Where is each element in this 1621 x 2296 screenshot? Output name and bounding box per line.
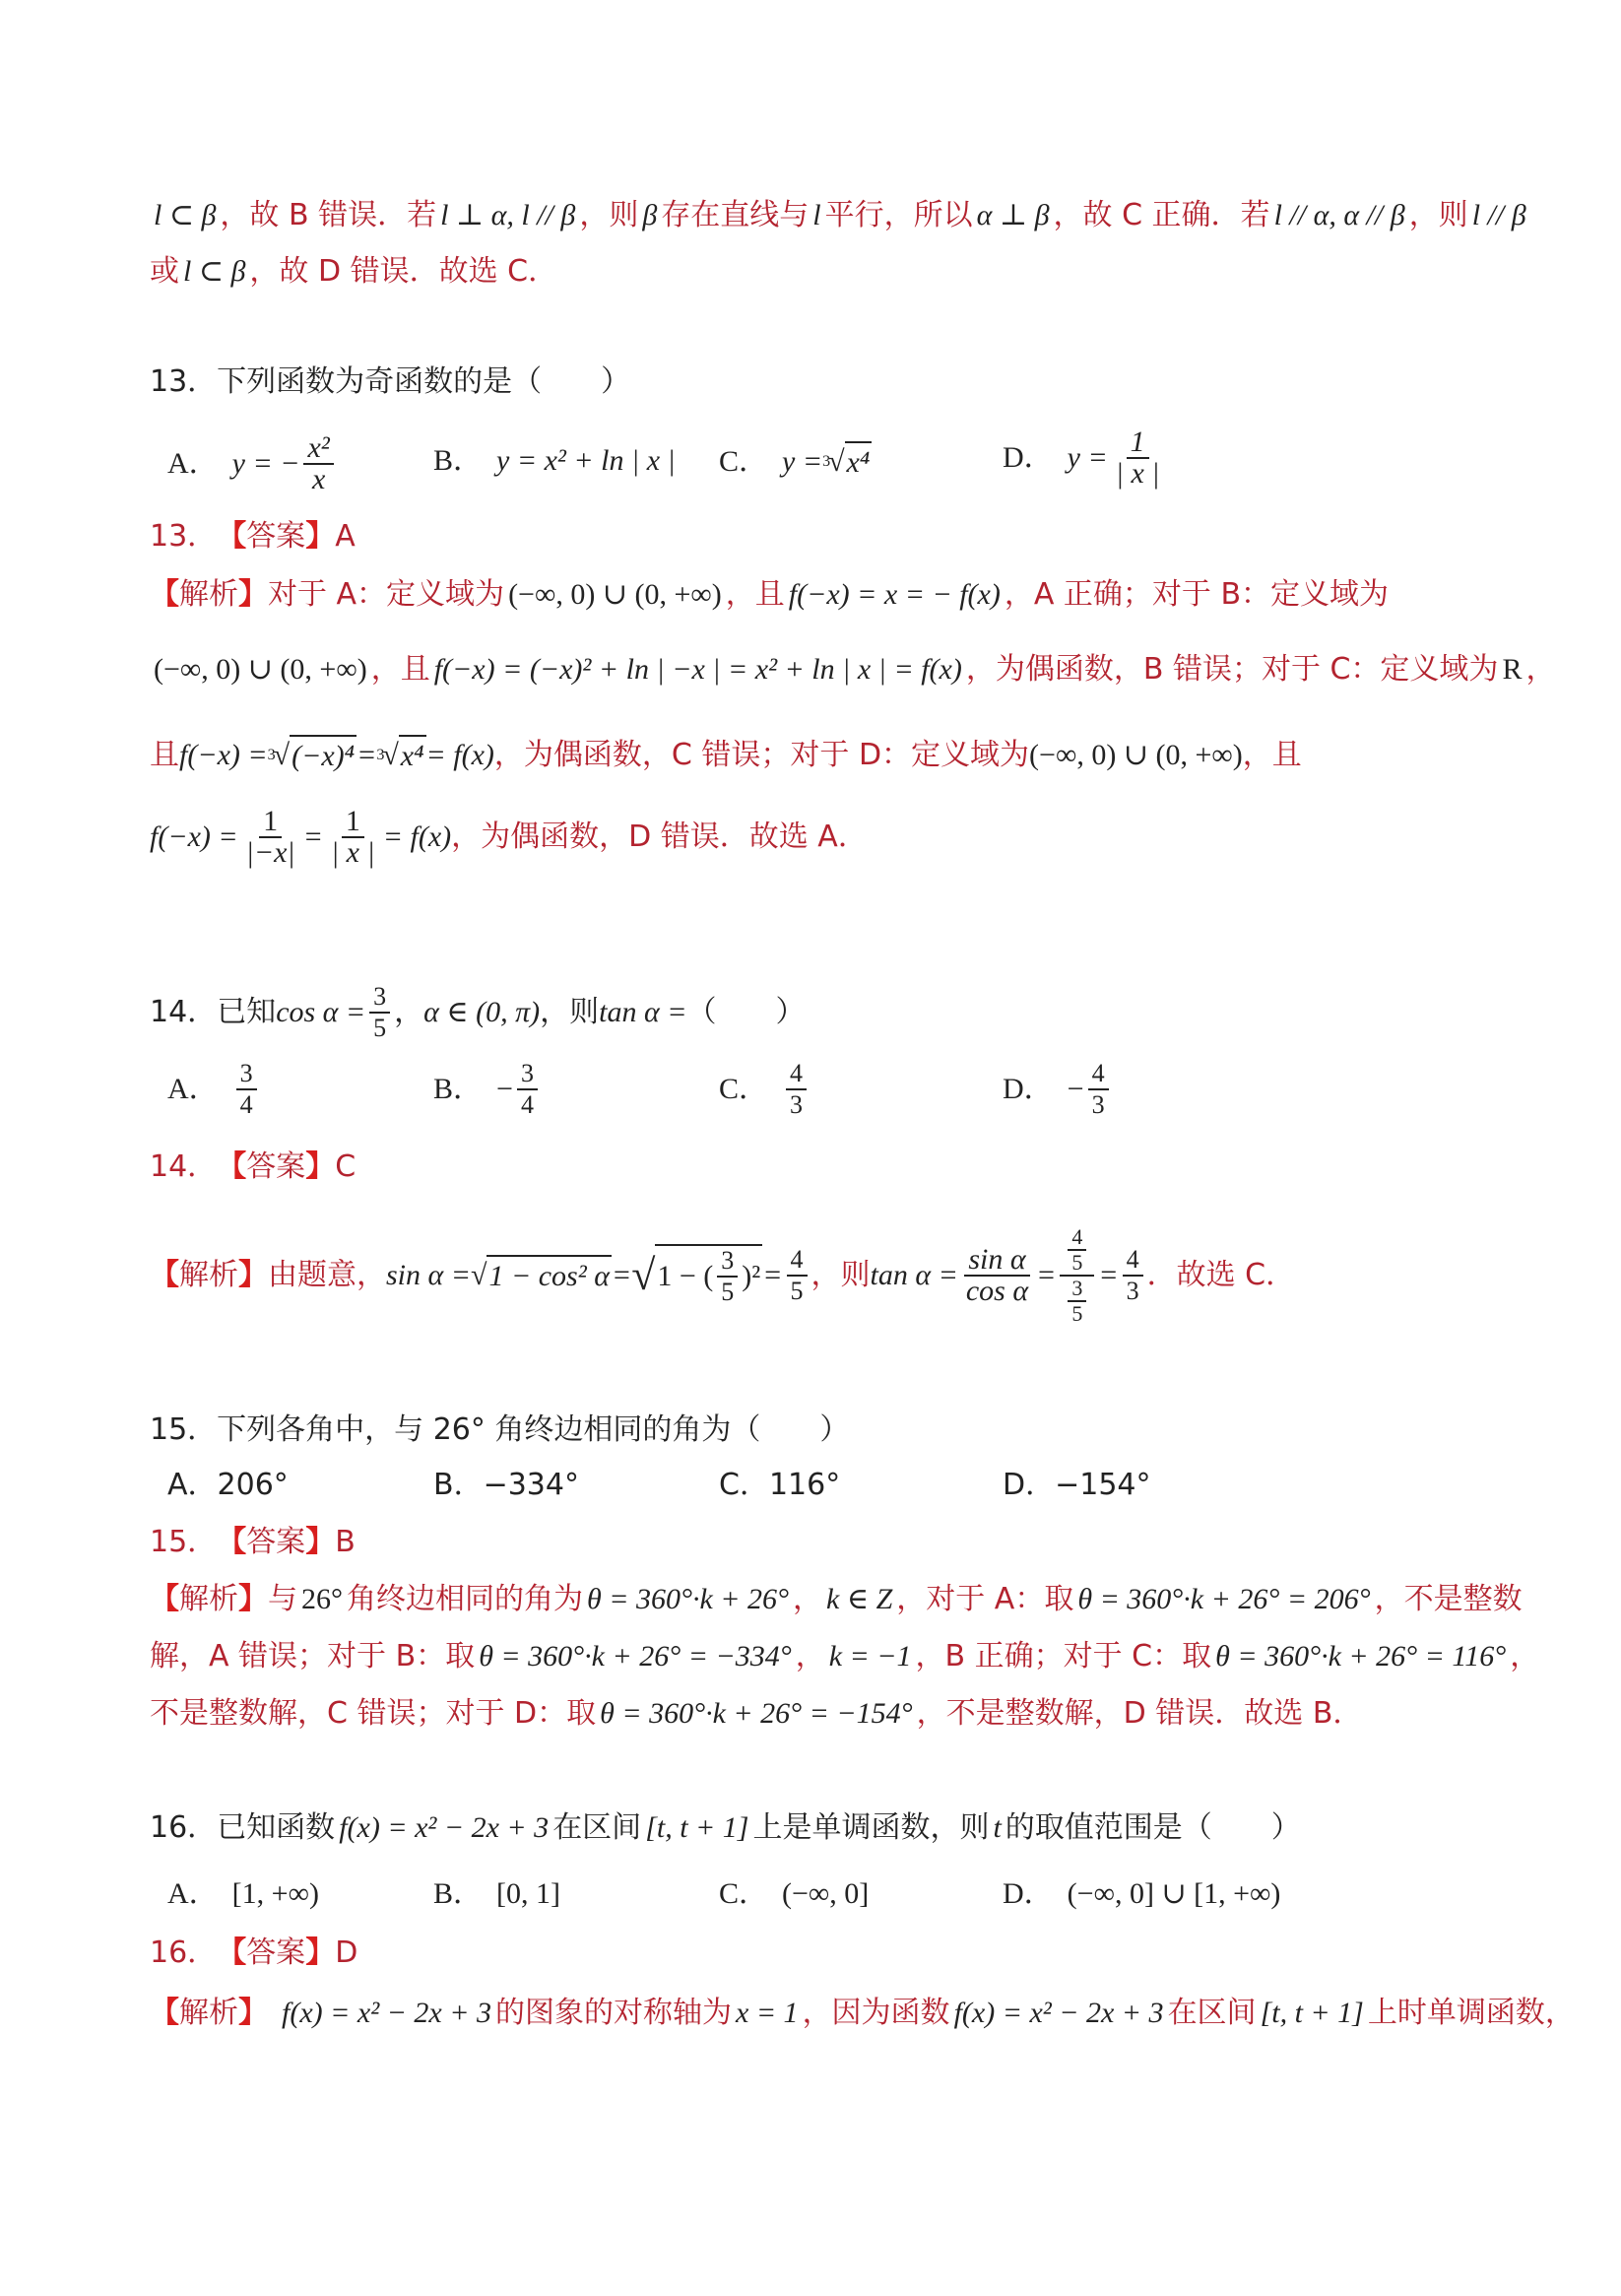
answer-number: 16． [150,1935,218,1970]
option-label: D． [1003,441,1054,474]
q14-option-c [719,1059,810,1120]
q15-stem: 15．下列各角中，与 26° 角终边相同的角为（ ） [150,1412,850,1447]
math-segment: α ⊥ β [976,199,1050,231]
bracket-open: 【 [217,519,247,554]
option-label: A． [167,1073,219,1105]
fraction [1068,1277,1086,1326]
fraction [787,1245,808,1306]
option-label: D． [1003,1877,1054,1910]
math: tan α = [599,996,687,1028]
text-segment: ， [793,1582,823,1616]
math: = [1098,1259,1119,1291]
text: ．故选 C． [1146,1258,1296,1292]
q15-analysis-line-1 [150,1580,1523,1619]
text: ，为偶函数，C 错误；对于 D：定义域为 [493,738,1030,772]
q14-analysis [150,1207,1295,1345]
fraction [242,807,299,868]
fraction [1068,1225,1086,1275]
denominator: 5 [1071,1301,1083,1326]
math-segment: [t, t + 1] [645,1811,749,1844]
text-segment: ，且 [725,577,785,612]
denominator: | x | [1115,457,1160,490]
math-segment: (−∞, 0) ∪ (0, +∞) [154,653,367,686]
numerator: 4 [787,1245,808,1277]
math: (−∞, 0) ∪ (0, +∞) [1029,739,1243,771]
numerator [1060,1225,1094,1277]
sign: − [1067,1073,1084,1105]
math-segment: f(x) = x² − 2x + 3 [282,1997,491,2029]
text-segment: ， [1510,1639,1540,1673]
root-index: 3 [267,747,276,763]
text-segment: 与 [268,1582,297,1616]
math: = [1036,1259,1057,1291]
math-segment: l [812,199,821,231]
q14-option-a [167,1059,261,1120]
denominator: 5 [721,1278,735,1306]
numerator: sin α [964,1245,1029,1277]
numerator: 3 [717,1246,738,1278]
option-label: B． [433,1877,484,1910]
text-segment: 上时单调函数， [1367,1996,1575,2030]
math-segment: l ⊥ α, l // β [440,199,576,231]
text-segment: 的图象的对称轴为 [495,1996,732,2030]
fraction [517,1059,538,1120]
q13-analysis-line-1 [150,575,1389,615]
option-expr: [0, 1] [496,1877,560,1910]
text-segment: 上是单调函数，则 [752,1810,990,1845]
fraction [327,807,379,868]
bracket-close: 】 [305,1525,336,1559]
math-segment: l // β [1471,199,1526,231]
math-segment: l // α, α // β [1273,199,1405,231]
q15-analysis-line-2 [150,1637,1539,1676]
q14-stem [150,973,805,1052]
prev-analysis-line-2 [150,252,557,292]
q15-analysis-line-3 [150,1694,1362,1734]
option-label: C． [719,1073,769,1105]
numerator: 3 [369,982,390,1014]
math: = [611,1259,632,1291]
fraction [717,1246,738,1307]
answer-number: 15． [150,1525,218,1559]
complex-fraction [1060,1225,1094,1326]
math-segment: f(x) = x² − 2x + 3 [339,1811,550,1844]
q16-option-c [719,1874,869,1914]
text-segment: 不是整数解，C 错误；对于 D：取 [150,1696,597,1731]
math: α ∈ (0, π) [423,996,541,1028]
radicand: x⁴ [399,735,426,776]
math: f(−x) = [179,739,268,771]
math: = f(x) [425,739,494,771]
math-segment: x = 1 [736,1997,799,2029]
fraction [236,1059,257,1120]
denominator: 5 [373,1014,387,1042]
q16-option-a [167,1874,319,1914]
bracket-open: 【 [150,1258,179,1292]
option-expr: y = [782,445,823,478]
math-segment: 26° [301,1583,343,1615]
text-segment: ，且 [370,652,430,687]
option-label: A． [167,447,219,480]
bracket-close: 】 [305,1935,336,1970]
math: sin α = [386,1259,472,1291]
option-label: A． [167,1877,219,1910]
option-expr: (−∞, 0] [782,1877,870,1910]
text-segment: 对于 A：定义域为 [268,577,505,612]
text-segment: 16．已知函数 [150,1810,336,1845]
math-segment: β [642,199,658,231]
bracket-open: 【 [217,1149,247,1184]
q13-analysis-line-2 [150,650,1555,689]
q13-analysis-line-4 [150,798,868,877]
q15-option-a: A．206° [167,1468,289,1502]
fraction [1088,1059,1109,1120]
q13-option-a [167,433,338,494]
text: 14．已知 [150,995,277,1029]
denominator: 3 [1126,1277,1139,1305]
numerator: 4 [1123,1245,1143,1277]
radical-icon: √ [631,1251,656,1299]
bracket-close: 】 [238,577,268,612]
numerator: 4 [1088,1059,1109,1090]
option-label: B． [433,444,484,477]
text: ， [394,995,424,1029]
option-label: D． [1003,1073,1054,1105]
text-segment: 的取值范围是（ ） [1005,1810,1301,1845]
sign: − [496,1073,513,1105]
math: tan α = [870,1259,958,1291]
math-segment: θ = 360°·k + 26° = −154° [600,1697,913,1730]
analysis-label: 解析 [179,1996,238,2030]
numerator: 3 [1068,1277,1086,1302]
bracket-open: 【 [150,1996,179,2030]
denominator: 4 [520,1090,534,1119]
bracket-close: 】 [305,519,336,554]
numerator: 1 [1127,427,1149,459]
radicand [655,1244,762,1307]
text-segment: ，因为函数 [802,1996,950,2030]
option-expr: y = [1067,441,1108,474]
analysis-label: 解析 [179,1258,238,1292]
q15-option-c: C．116° [719,1468,841,1502]
text-segment: 角终边相同的角为 [347,1582,583,1616]
text-segment: 在区间 [552,1810,642,1845]
bracket-close: 】 [238,1582,268,1616]
bracket-open: 【 [150,1582,179,1616]
text-segment: ，A 正确；对于 B：定义域为 [1004,577,1390,612]
numerator: 3 [517,1059,538,1090]
q16-answer [150,1934,357,1973]
radical-icon: √ [273,739,291,771]
bracket-close: 】 [305,1149,336,1184]
text-segment: ，则 [579,198,639,232]
q13-stem: 13．下列函数为奇函数的是（ ） [150,364,631,399]
denominator: 4 [239,1090,253,1119]
math-segment: f(x) = x² − 2x + 3 [953,1997,1164,2029]
text-segment: ，为偶函数，B 错误；对于 C：定义域为 [965,652,1499,687]
denominator: 5 [1071,1250,1083,1275]
numerator: 1 [342,807,364,838]
math: = [302,820,323,853]
text-segment: ， [1525,652,1556,687]
option-label: C． [719,1877,769,1910]
fraction [786,1059,807,1120]
numerator: x² [303,433,333,465]
text: ，则 [540,995,600,1029]
numerator: 3 [236,1059,257,1090]
answer-number: 13． [150,519,218,554]
denominator [1060,1277,1094,1326]
text-segment: 解，A 错误；对于 B：取 [150,1639,476,1673]
text-segment: ，对于 A：取 [896,1582,1074,1616]
answer-number: 14． [150,1149,218,1184]
text-segment: 存在直线与 [661,198,810,232]
math-segment: θ = 360°·k + 26° = 206° [1077,1583,1371,1615]
q15-option-b: B．−334° [433,1468,579,1502]
answer-label: 答案 [246,519,306,554]
text-segment: ，故 B 错误．若 [220,198,437,232]
prev-analysis-line-1 [150,196,1530,235]
radicand: (−x)⁴ [290,735,357,776]
fraction [303,433,333,494]
denominator: 5 [790,1277,804,1305]
q13-option-d [1003,427,1168,489]
q16-option-b [433,1874,560,1914]
math-segment: (−∞, 0) ∪ (0, +∞) [508,578,722,611]
math-segment: θ = 360°·k + 26° = −334° [479,1640,792,1673]
bracket-close: 】 [238,1258,268,1292]
q15-option-d: D．−154° [1003,1468,1151,1502]
denominator: | x | [330,836,375,869]
text: ，且 [1242,738,1302,772]
denominator: |−x| [245,836,295,869]
answer-value: B [335,1525,356,1559]
numerator: 1 [259,807,282,838]
analysis-text [278,1994,1575,2033]
bracket-open: 【 [217,1935,247,1970]
bracket-open: 【 [217,1525,247,1559]
q14-option-d [1003,1059,1113,1120]
text-segment: ， [795,1639,825,1673]
option-expr: y = − [231,447,300,480]
option-expr: [1, +∞) [231,1877,319,1910]
answer-value: A [335,519,356,554]
analysis-label: 解析 [179,577,238,612]
math: 1 − ( [657,1260,714,1292]
text: 且 [150,738,179,772]
option-label: C． [719,445,769,478]
denominator: 3 [1091,1090,1105,1119]
math-segment: t [993,1811,1002,1844]
answer-label: 答案 [246,1935,306,1970]
denominator: 3 [790,1090,804,1119]
option-label: B． [433,1073,484,1105]
text-segment: ，则 [1408,198,1468,232]
q14-option-b [433,1059,542,1120]
math-segment: k ∈ Z [826,1583,893,1615]
math: = f(x) [382,820,452,853]
text-segment: 平行，所以 [824,198,973,232]
bracket-open: 【 [150,577,179,612]
radicand: x⁴ [845,441,873,483]
text: 由题意， [268,1258,386,1292]
q16-stem [150,1808,1301,1848]
math-segment: f(−x) = (−x)² + ln | −x | = x² + ln | x | = f(x) [433,653,962,686]
fraction [369,982,390,1043]
text-segment: ，B 正确；对于 C：取 [915,1639,1212,1673]
answer-label: 答案 [246,1525,306,1559]
q14-answer [150,1148,356,1187]
q13-analysis-line-3 [150,735,1302,776]
text-segment: 在区间 [1167,1996,1257,2030]
math-segment: l ⊂ β [183,255,246,288]
math-segment: k = −1 [828,1640,912,1673]
root-index: 3 [822,453,831,470]
q16-analysis-line-1 [150,1994,1575,2033]
math: = [357,739,377,771]
bracket-close: 】 [238,1996,268,2030]
text-segment: ，故 C 正确．若 [1053,198,1270,232]
text: （ ） [686,995,806,1029]
text-segment: 或 [150,254,179,289]
q15-answer [150,1523,356,1562]
text-segment: ，故 D 错误．故选 C． [249,254,558,289]
root-index: 3 [376,747,385,763]
analysis-text [268,575,1389,615]
q16-option-d [1003,1874,1280,1914]
math-segment: f(−x) = x = − f(x) [788,578,1001,611]
radicand: 1 − cos² α [486,1255,611,1296]
fraction [962,1245,1032,1306]
text-segment: ，不是整数解，D 错误．故选 B． [916,1696,1363,1731]
answer-label: 答案 [246,1149,306,1184]
math: )² [742,1260,761,1292]
text-segment: ，不是整数 [1374,1582,1523,1616]
math: f(−x) = [150,820,238,853]
math-segment: l ⊂ β [154,199,217,231]
analysis-text [268,1580,1523,1619]
text: ，则 [810,1258,871,1292]
denominator: x [311,463,326,495]
text: ，为偶函数，D 错误．故选 A． [451,820,868,854]
numerator: 4 [1068,1225,1086,1251]
math-segment: θ = 360°·k + 26° = 116° [1215,1640,1507,1673]
denominator: cos α [965,1275,1029,1307]
option-expr: (−∞, 0] ∪ [1, +∞) [1067,1877,1281,1910]
fraction [1112,427,1164,489]
radical-icon: √ [382,739,399,771]
q13-option-c [719,441,872,483]
numerator: 4 [786,1059,807,1090]
analysis-label: 解析 [179,1582,238,1616]
answer-value: D [335,1935,358,1970]
answer-value: C [335,1149,357,1184]
math-segment: [t, t + 1] [1260,1997,1364,2029]
fraction [1123,1245,1143,1306]
math-segment: θ = 360°·k + 26° [587,1583,790,1615]
math: = [762,1259,783,1291]
q13-option-b [433,441,676,481]
option-expr: y = x² + ln | x | [496,444,676,477]
math: cos α = [276,996,366,1028]
radical-icon: √ [828,445,845,478]
radical-icon: √ [471,1259,487,1291]
math-segment: R [1502,653,1523,686]
q13-answer [150,517,356,557]
